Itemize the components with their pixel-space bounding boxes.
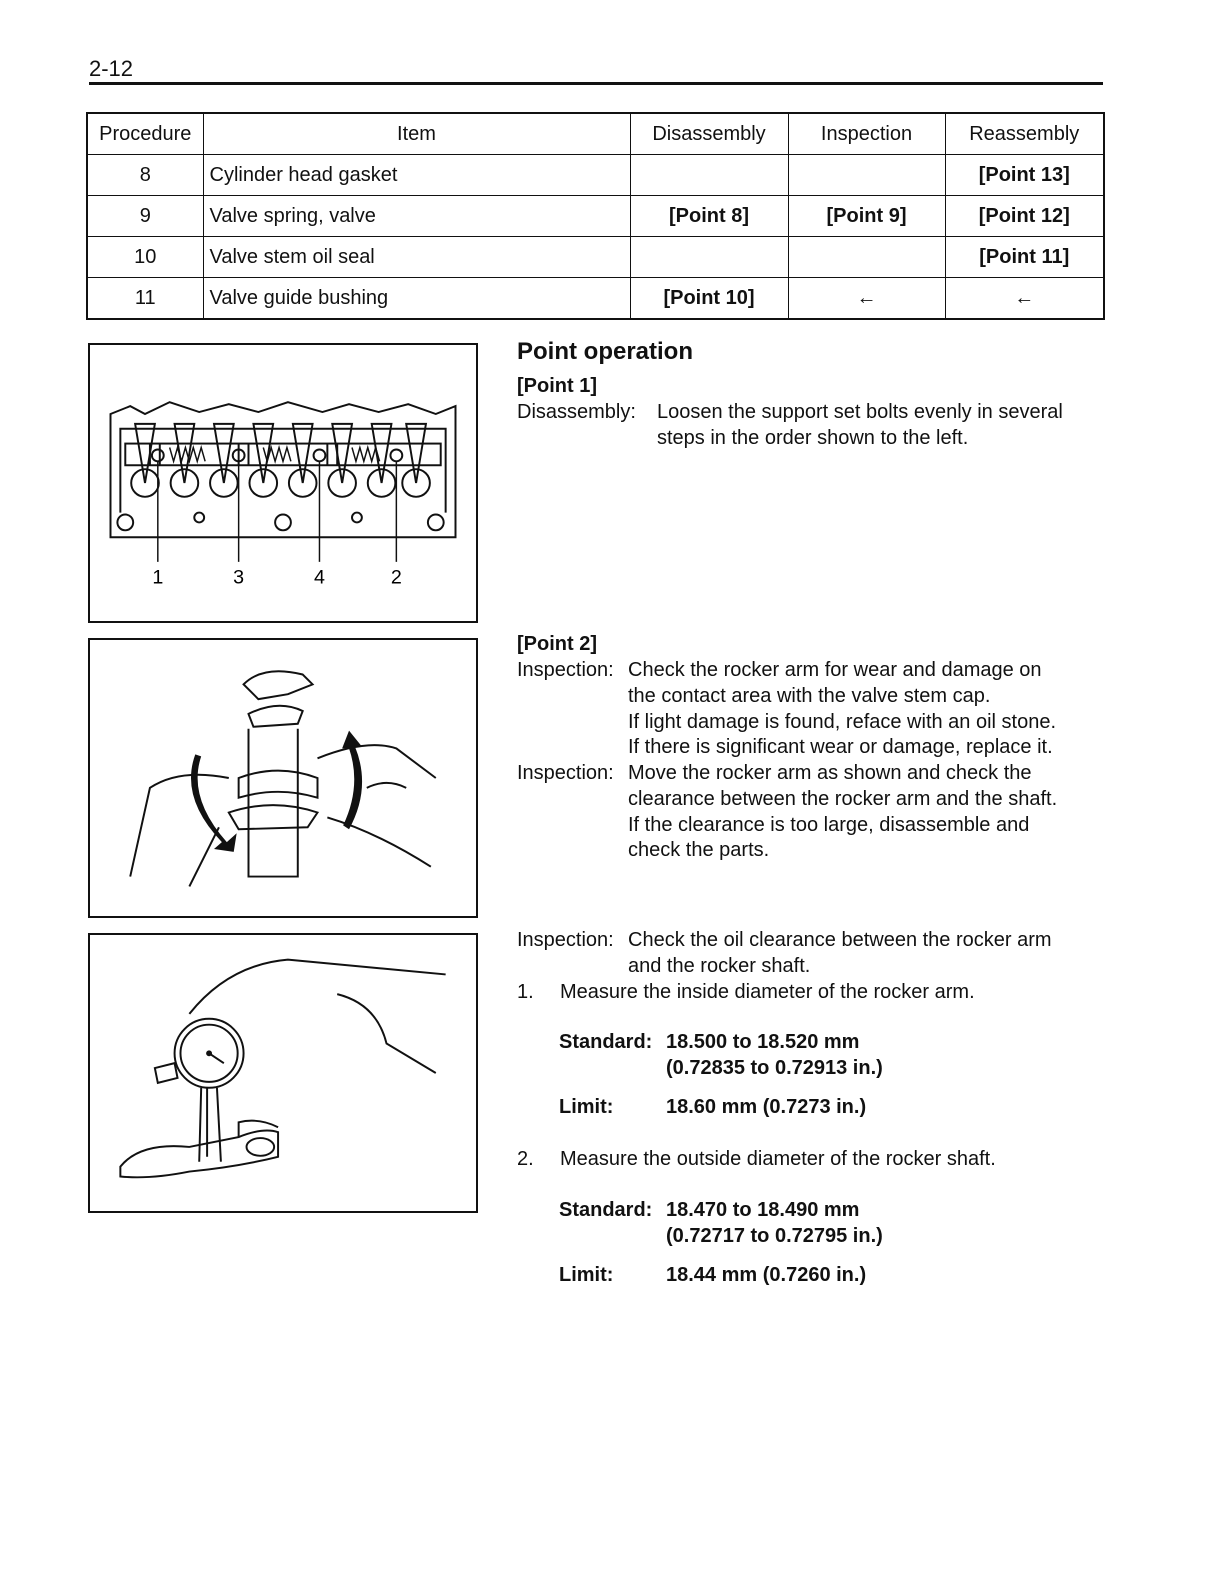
step2-limit-label: Limit: [559, 1264, 614, 1286]
cell-reassembly: ← [945, 278, 1104, 320]
header-reassembly: Reassembly [945, 113, 1104, 155]
section-title: Point operation [517, 338, 693, 365]
table-header-row [87, 113, 1104, 155]
step1-standard-value-in: (0.72835 to 0.72913 in.) [666, 1057, 883, 1079]
point1-line: Loosen the support set bolts evenly in several [657, 401, 1063, 423]
inspection3-line: Check the oil clearance between the rocker arm [628, 929, 1052, 951]
page-number: 2-12 [89, 56, 134, 81]
cell-reassembly: [Point 12] [945, 196, 1104, 237]
cylinder-head-drawing [90, 345, 476, 621]
bolt-label-2: 2 [390, 566, 402, 589]
cell-inspection: [Point 9] [788, 196, 945, 237]
header-rule [89, 82, 1103, 85]
step1-text: Measure the inside diameter of the rocker arm. [560, 981, 975, 1003]
point1-heading: [Point 1] [517, 375, 597, 397]
cell-item: Valve spring, valve [203, 196, 630, 237]
inspection1-line: Check the rocker arm for wear and damage on [628, 659, 1042, 681]
bolt-label-3: 3 [233, 566, 245, 589]
point2-heading: [Point 2] [517, 633, 597, 655]
inspection1-line: the contact area with the valve stem cap. [628, 684, 991, 707]
header-inspection: Inspection [788, 113, 945, 155]
cell-procedure: 11 [87, 278, 203, 320]
cell-reassembly: [Point 11] [945, 237, 1104, 278]
procedure-table [86, 112, 1105, 320]
table-row [87, 278, 1104, 320]
step1-standard-label: Standard: [559, 1031, 653, 1053]
cell-disassembly: [Point 10] [630, 278, 788, 320]
inspection3-label: Inspection: [517, 929, 614, 951]
cell-inspection [788, 155, 945, 196]
bolt-label-4: 4 [313, 566, 325, 589]
inspection2-line: check the parts. [628, 839, 770, 862]
inspection2-label: Inspection: [517, 762, 614, 784]
figure-bore-gauge [88, 933, 478, 1213]
point2-inspection-2 [517, 761, 1101, 865]
inspection3-body [628, 928, 1099, 980]
inspection1-line: If light damage is found, reface with an oil stone. [628, 710, 1057, 733]
cell-item: Valve guide bushing [203, 278, 630, 320]
cell-procedure: 9 [87, 196, 203, 237]
cell-disassembly: [Point 8] [630, 196, 788, 237]
step1-limit-value: 18.60 mm (0.7273 in.) [666, 1096, 867, 1118]
step2-standard-value: 18.470 to 18.490 mm [666, 1199, 860, 1221]
cell-disassembly [630, 155, 788, 196]
inspection1-label: Inspection: [517, 659, 614, 681]
step2-standard-value-in: (0.72717 to 0.72795 in.) [666, 1225, 883, 1247]
step1-limit-label: Limit: [559, 1096, 614, 1118]
step2-limit-value: 18.44 mm (0.7260 in.) [666, 1264, 867, 1286]
bore-gauge-drawing [90, 935, 476, 1211]
figure-bolt-order [88, 343, 478, 623]
cell-reassembly: [Point 13] [945, 155, 1104, 196]
inspection1-line: If there is significant wear or damage, replace it. [628, 736, 1053, 759]
inspection2-line: Move the rocker arm as shown and check the [628, 762, 1032, 784]
step1-number: 1. [517, 981, 534, 1003]
header-procedure: Procedure [87, 113, 203, 155]
cell-procedure: 8 [87, 155, 203, 196]
bolt-label-1: 1 [152, 566, 164, 589]
inspection2-line: If the clearance is too large, disassemble and [628, 813, 1030, 836]
inspection2-body [628, 761, 1099, 864]
table-row [87, 237, 1104, 278]
step2-standard-label: Standard: [559, 1199, 653, 1221]
point2-inspection-3 [517, 928, 1101, 980]
header-item: Item [203, 113, 630, 155]
point1-line: steps in the order shown to the left. [657, 426, 969, 449]
point1-body [657, 400, 1101, 452]
table-row [87, 196, 1104, 237]
step2-number: 2. [517, 1148, 534, 1170]
step1-standard-value: 18.500 to 18.520 mm [666, 1031, 860, 1053]
cell-item: Valve stem oil seal [203, 237, 630, 278]
inspection2-line: clearance between the rocker arm and the shaft. [628, 787, 1058, 810]
cell-item: Cylinder head gasket [203, 155, 630, 196]
cell-procedure: 10 [87, 237, 203, 278]
cell-inspection [788, 237, 945, 278]
table-row [87, 155, 1104, 196]
point1-label: Disassembly: [517, 401, 636, 423]
inspection1-body [628, 658, 1099, 761]
inspection3-line: and the rocker shaft. [628, 954, 811, 977]
point2-inspection-1 [517, 658, 1101, 762]
figure-rocker-arm-check [88, 638, 478, 918]
cell-inspection: ← [788, 278, 945, 320]
header-disassembly: Disassembly [630, 113, 788, 155]
cell-disassembly [630, 237, 788, 278]
point1-disassembly [517, 400, 1101, 452]
step2-text: Measure the outside diameter of the rocker shaft. [560, 1148, 996, 1170]
rocker-arm-drawing [90, 640, 476, 916]
